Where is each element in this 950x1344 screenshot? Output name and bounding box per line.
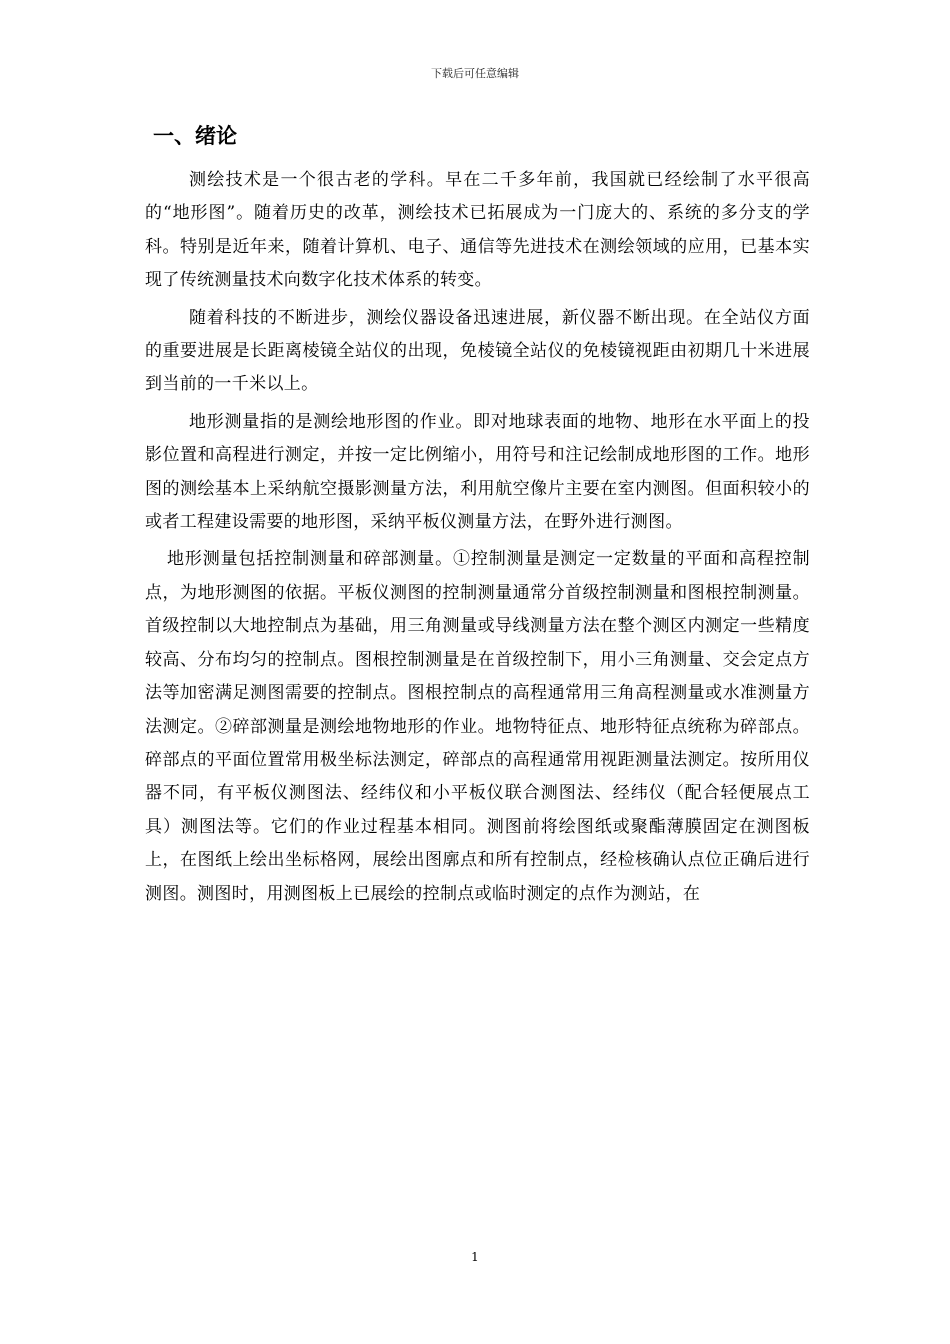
document-body xyxy=(145,118,810,915)
paragraph-1: 测绘技术是一个很古老的学科。早在二千多年前，我国就已经绘制了水平很高的“地形图”。随着历史的改革，测绘技术已拓展成为一门庞大的、系统的多分支的学科。特别是近年来，随着计算机、电子、通信等先进技术在测绘领域的应用，已基本实现了传统测量技术向数字化技术体系的转变。 xyxy=(145,170,810,291)
page-header: 下载后可任意编辑 xyxy=(431,67,519,80)
section-heading: 一、绪论 xyxy=(153,124,237,148)
paragraph-3: 地形测量指的是测绘地形图的作业。即对地球表面的地物、地形在水平面上的投影位置和高程进行测定，并按一定比例缩小，用符号和注记绘制成地形图的工作。地形图的测绘基本上采纳航空摄影测量方法，利用航空像片主要在室内测图。但面积较小的或者工程建设需要的地形图，采纳平板仪测量方法，在野外进行测图。 xyxy=(145,411,810,533)
paragraph-2: 随着科技的不断进步，测绘仪器设备迅速进展，新仪器不断出现。在全站仪方面的重要进展是长距离棱镜全站仪的出现，免棱镜全站仪的免棱镜视距由初期几十米进展到当前的一千米以上。 xyxy=(145,307,810,395)
paragraph-4: 地形测量包括控制测量和碎部测量。①控制测量是测定一定数量的平面和高程控制点，为地形测图的依据。平板仪测图的控制测量通常分首级控制测量和图根控制测量。首级控制以大地控制点为基础，用三角测量或导线测量方法在整个测区内测定一些精度较高、分布均匀的控制点。图根控制测量是在首级控制下，用小三角测量、交会定点方法等加密满足测图需要的控制点。图根控制点的高程通常用三角高程测量或水准测量方法测定。②碎部测量是测绘地物地形的作业。地物特征点、地形特征点统称为碎部点。碎部点的平面位置常用极坐标法测定，碎部点的高程通常用视距测量法测定。按所用仪器不同，有平板仪测图法、经纬仪和小平板仪联合测图法、经纬仪（配合轻便展点工具）测图法等。它们的作业过程基本相同。测图前将绘图纸或聚酯薄膜固定在测图板上，在图纸上绘出坐标格网，展绘出图廓点和所有控制点，经检核确认点位正确后进行测图。测图时，用测图板上已展绘的控制点或临时测定的点作为测站，在 xyxy=(145,549,810,904)
page-number: 1 xyxy=(471,1250,479,1264)
